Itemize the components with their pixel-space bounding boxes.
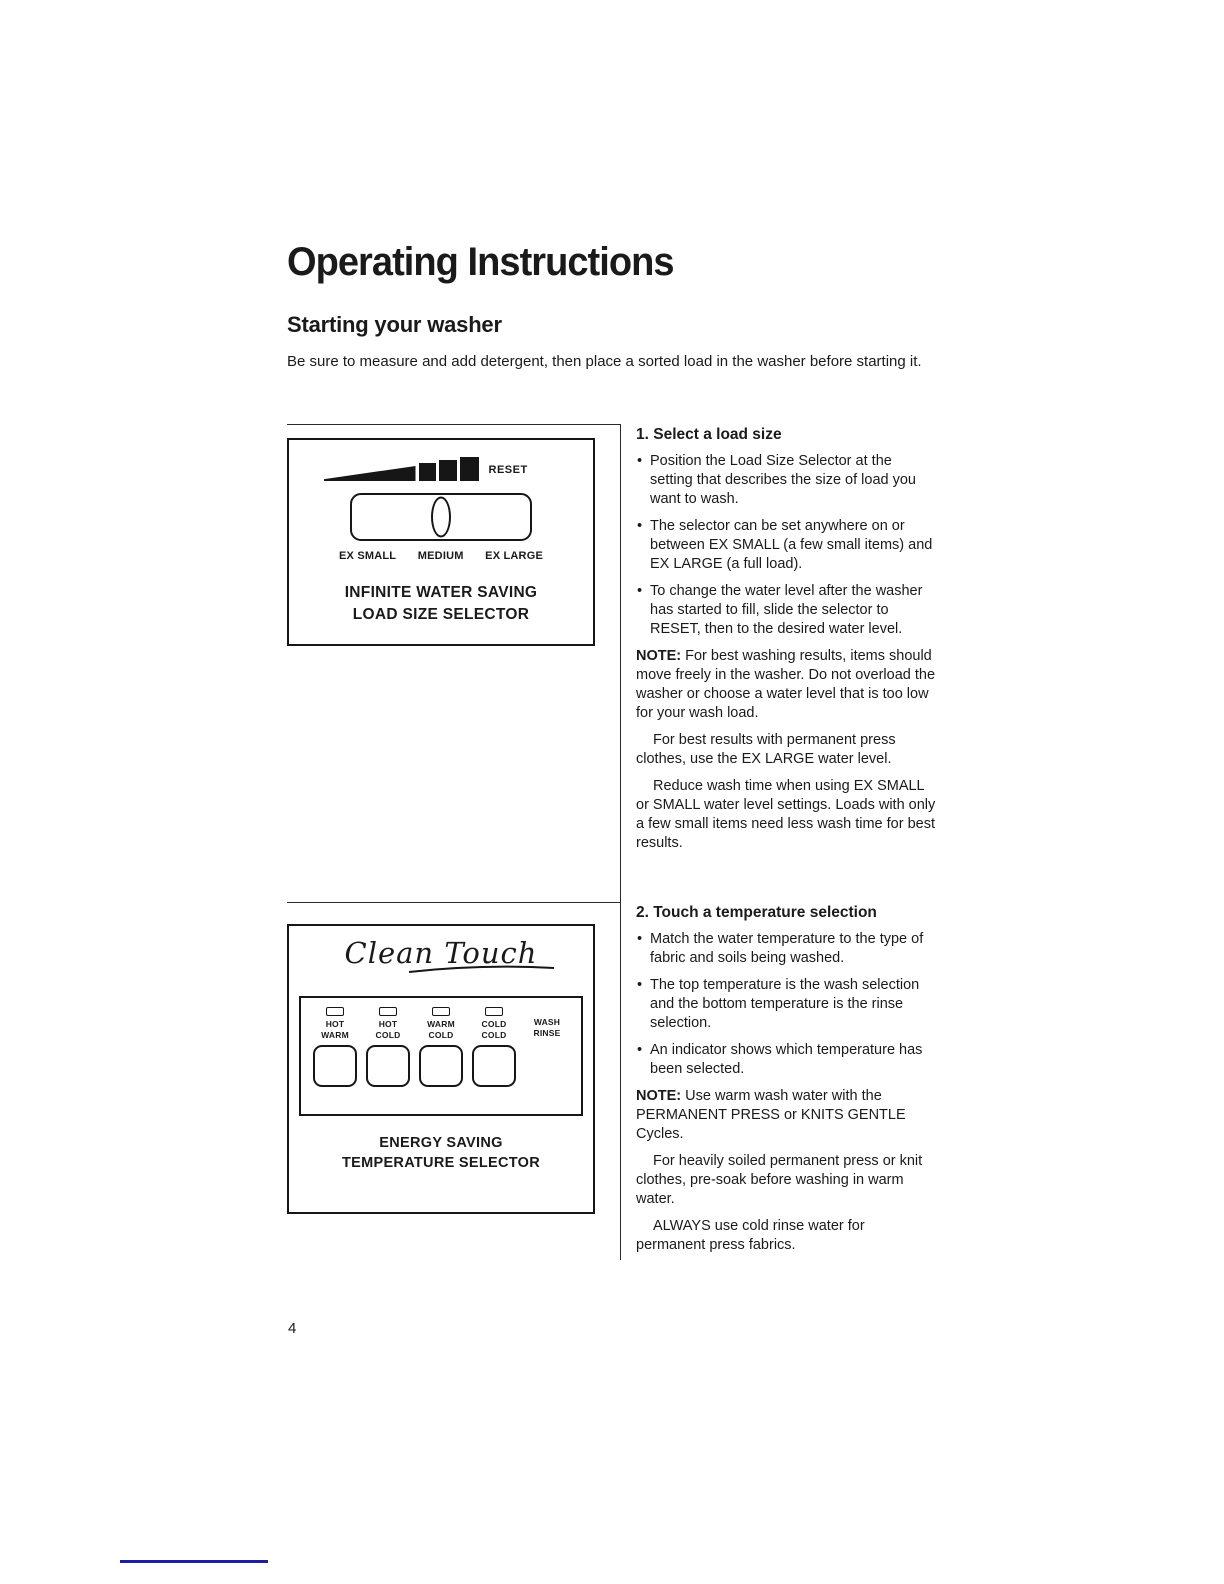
temperature-button-panel [299, 996, 583, 1116]
temp-option-label [482, 1019, 507, 1040]
section-1-heading: 1. Select a load size [636, 426, 782, 443]
temp-option-label [376, 1019, 401, 1040]
section-2-bullets [636, 930, 937, 1079]
slider-knob [431, 497, 451, 538]
figure1-caption-line1: INFINITE WATER SAVING [344, 584, 538, 601]
ramp-block-icon [460, 457, 479, 481]
section-title: Starting your washer [287, 312, 502, 337]
temp-option-warm-cold [416, 1007, 466, 1114]
wash-temp-label: COLD [481, 1019, 507, 1029]
wash-rinse-legend [522, 1007, 572, 1114]
intro-paragraph: Be sure to measure and add detergent, then place a sorted load in the washer before starting it. [287, 353, 922, 370]
temp-option-hot-cold [363, 1007, 413, 1114]
footer-mark-line [120, 1560, 268, 1563]
page-title: Operating Instructions [287, 240, 674, 284]
page-number: 4 [288, 1320, 297, 1337]
bullet-item: • Position the Load Size Selector at the setting that describes the size of load you want to wash. [636, 452, 937, 509]
water-level-ramp-graphic [324, 457, 559, 481]
figure-cell-load-size [287, 424, 621, 902]
temp-button [419, 1045, 463, 1087]
ramp-wedge-icon [324, 466, 416, 481]
slider-scale-labels [339, 550, 543, 562]
temp-button [472, 1045, 516, 1087]
wash-legend-label: WASH [533, 1017, 561, 1027]
section-2-heading: 2. Touch a temperature selection [636, 904, 877, 921]
note-text: Use warm wash water with the PERMANENT PRESS or KNITS GENTLE Cycles. [636, 1088, 906, 1142]
indicator-light [326, 1007, 344, 1016]
clean-touch-logo [289, 936, 593, 988]
content-columns [287, 424, 937, 1260]
load-size-slider [350, 493, 532, 541]
scale-label-ex-large: EX LARGE [485, 550, 543, 562]
section-2-paragraph: ALWAYS use cold rinse water for permanent press fabrics. [636, 1218, 865, 1253]
temp-option-hot-warm [310, 1007, 360, 1114]
ramp-block-icon [419, 463, 436, 481]
section-1-note [636, 647, 937, 723]
rinse-temp-label: WARM [321, 1029, 349, 1040]
figure1-caption [289, 582, 593, 626]
section-1-text [621, 424, 937, 902]
temp-option-cold-cold [469, 1007, 519, 1114]
section-2-text [621, 902, 937, 1260]
clean-touch-logo-text: Clean Touch [344, 936, 538, 970]
temp-button [366, 1045, 410, 1087]
note-label: NOTE: [636, 648, 682, 664]
note-label: NOTE: [636, 1088, 682, 1104]
section-1-paragraph: Reduce wash time when using EX SMALL or SMALL water level settings. Loads with only a few small items need less wash time for best results. [636, 778, 936, 851]
temp-option-label [321, 1019, 349, 1040]
rinse-temp-label: COLD [375, 1029, 401, 1040]
bullet-item: • The selector can be set anywhere on or between EX SMALL (a few small items) and EX LARGE (a full load). [636, 517, 937, 574]
bullet-item: • An indicator shows which temperature has been selected. [636, 1041, 937, 1079]
bullet-item: • To change the water level after the washer has started to fill, slide the selector to RESET, then to the desired water level. [636, 582, 937, 639]
indicator-light [485, 1007, 503, 1016]
indicator-light [379, 1007, 397, 1016]
figure2-caption-line2: TEMPERATURE SELECTOR [341, 1155, 540, 1171]
load-size-selector-figure [287, 438, 595, 646]
wash-temp-label: WARM [427, 1019, 455, 1029]
note-text: For best washing results, items should move freely in the washer. Do not overload the washer or choose a water level that is too low for your wash load. [636, 648, 936, 721]
section-2-paragraph: For heavily soiled permanent press or knit clothes, pre-soak before washing in warm water. [636, 1153, 923, 1207]
scale-label-medium: MEDIUM [417, 550, 464, 562]
figure2-caption-line1: ENERGY SAVING [379, 1135, 503, 1151]
temp-option-label [427, 1019, 455, 1040]
bullet-item: • The top temperature is the wash selection and the bottom temperature is the rinse selection. [636, 976, 937, 1033]
temperature-selector-figure [287, 924, 595, 1214]
rinse-temp-label: COLD [428, 1029, 454, 1040]
scale-label-ex-small: EX SMALL [339, 550, 397, 562]
figure2-caption [289, 1133, 593, 1173]
figure-cell-temperature [287, 902, 621, 1260]
rinse-temp-label: COLD [481, 1029, 507, 1040]
legend-label [534, 1017, 561, 1038]
section-1-bullets [636, 452, 937, 639]
temp-button [313, 1045, 357, 1087]
wash-temp-label: HOT [325, 1019, 345, 1029]
section-2-note [636, 1087, 937, 1144]
indicator-light [432, 1007, 450, 1016]
figure1-caption-line2: LOAD SIZE SELECTOR [352, 606, 530, 623]
rinse-legend-label: RINSE [533, 1027, 561, 1038]
ramp-block-icon [439, 460, 457, 481]
bullet-item: • Match the water temperature to the type of fabric and soils being washed. [636, 930, 937, 968]
section-1-paragraph: For best results with permanent press clothes, use the EX LARGE water level. [636, 732, 896, 767]
wash-temp-label: HOT [378, 1019, 398, 1029]
reset-label: RESET [488, 464, 528, 476]
